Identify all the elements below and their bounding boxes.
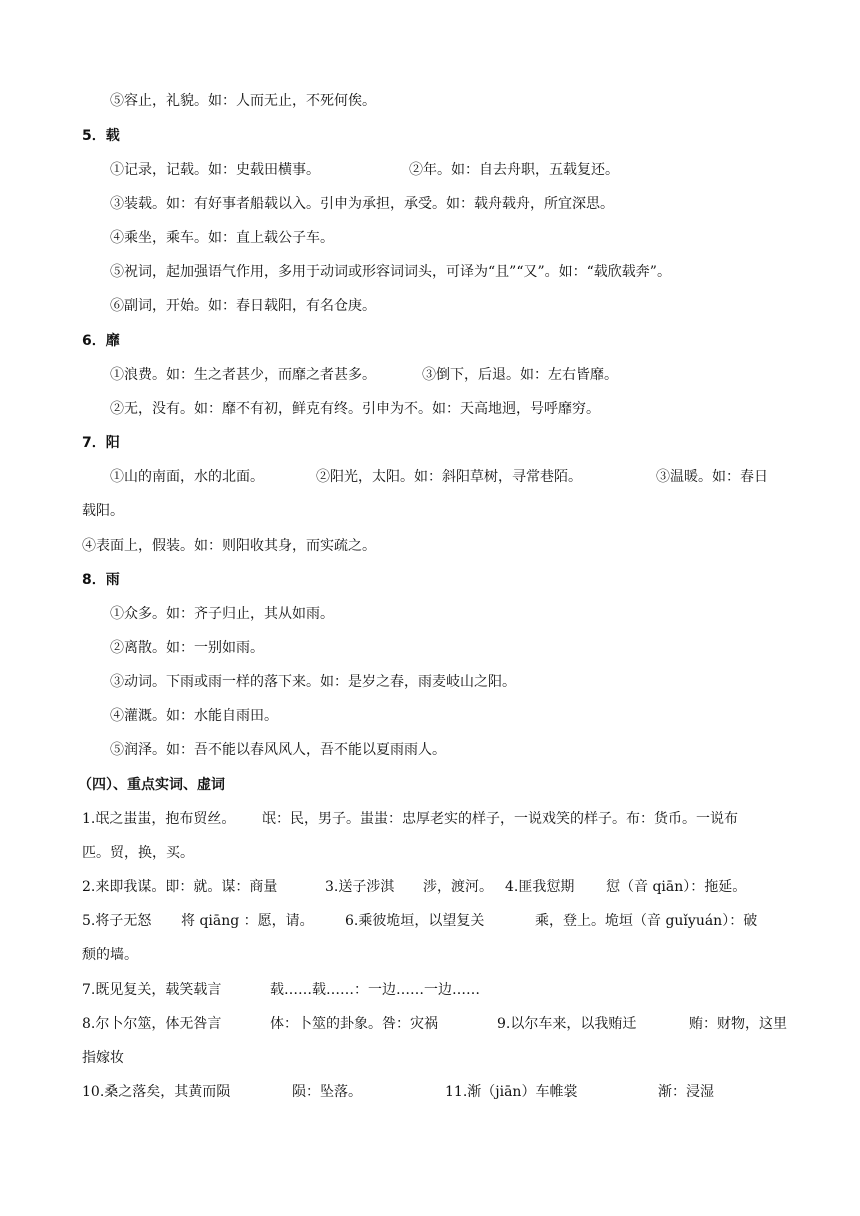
text-line: ③动词。下雨或雨一样的落下来。如：是岁之春，雨麦岐山之阳。 (110, 674, 516, 690)
text-line: ②阳光，太阳。如：斜阳草树，寻常巷陌。 (316, 469, 582, 485)
text-line: 乘，登上。垝垣（音 guǐyuán）：破 (535, 913, 758, 929)
text-line: ③温暖。如：春日 (656, 469, 768, 485)
text-line: 4.匪我愆期 (505, 879, 575, 895)
text-line: ⑤润泽。如：吾不能以春风风人，吾不能以夏雨雨人。 (110, 742, 446, 758)
section-heading: 7．阳 (82, 435, 120, 451)
text-line: ④乘坐，乘车。如：直上载公子车。 (110, 230, 334, 246)
text-line: ④灌溉。如：水能自雨田。 (110, 708, 278, 724)
text-line: ②年。如：自去舟职，五载复还。 (409, 162, 619, 178)
section-heading: 5．载 (82, 128, 120, 144)
text-line: ①浪费。如：生之者甚少，而靡之者甚多。 (110, 367, 376, 383)
text-line: 指嫁妆 (82, 1050, 124, 1066)
text-line: ④表面上，假装。如：则阳收其身，而实疏之。 (82, 538, 376, 554)
text-line: 2.来即我谋。即：就。谋：商量 (82, 879, 278, 895)
text-line: ①记录，记载。如：史载田横事。 (110, 162, 320, 178)
text-line: 9.以尔车来，以我贿迁 (497, 1016, 637, 1032)
text-line: 匹。贸，换，买。 (82, 845, 194, 861)
text-line: 载阳。 (82, 503, 124, 519)
text-line: ③倒下，后退。如：左右皆靡。 (422, 367, 618, 383)
text-line: 7.既见复关，载笑载言 (82, 982, 222, 998)
text-line: 8.尔卜尔筮，体无咎言 (82, 1016, 222, 1032)
text-line: 6.乘彼垝垣，以望复关 (345, 913, 485, 929)
text-line: 5.将子无怒 (82, 913, 152, 929)
text-line: ②无，没有。如：靡不有初，鲜克有终。引申为不。如：天高地迥，号呼靡穷。 (110, 401, 600, 417)
text-line: 渐：浸湿 (658, 1084, 714, 1100)
text-line: ⑤容止，礼貌。如：人而无止，不死何俟。 (110, 93, 376, 109)
text-line: 涉，渡河。 (423, 879, 493, 895)
text-line: 1.氓之蚩蚩，抱布贸丝。 (82, 811, 236, 827)
text-line: ③装载。如：有好事者船载以入。引申为承担，承受。如：载舟载舟，所宜深思。 (110, 196, 614, 212)
text-line: 体：卜筮的卦象。咎：灾祸 (270, 1016, 438, 1032)
text-line: 载……载……：一边……一边…… (270, 982, 480, 998)
text-line: ①山的南面，水的北面。 (110, 469, 264, 485)
text-line: 3.送子涉淇 (325, 879, 395, 895)
section-heading: 6．靡 (82, 333, 120, 349)
text-line: ⑥副词，开始。如：春日载阳，有名仓庚。 (110, 298, 376, 314)
text-line: 11.渐（jiān）车帷裳 (445, 1084, 578, 1100)
text-line: 10.桑之落矣，其黄而陨 (82, 1084, 231, 1100)
text-line: ②离散。如：一别如雨。 (110, 640, 264, 656)
section-heading: 8．雨 (82, 572, 120, 588)
text-line: 氓：民，男子。蚩蚩：忠厚老实的样子，一说戏笑的样子。布：货币。一说布 (262, 811, 738, 827)
text-line: 颓的墙。 (82, 947, 138, 963)
text-line: 愆（音 qiān）：拖延。 (606, 879, 747, 895)
text-line: 陨：坠落。 (292, 1084, 362, 1100)
section-heading: （四）、重点实词、虚词 (78, 777, 225, 793)
text-line: 将 qiāng ：愿，请。 (181, 913, 314, 929)
text-line: ①众多。如：齐子归止，其从如雨。 (110, 606, 334, 622)
text-line: ⑤祝词，起加强语气作用，多用于动词或形容词词头，可译为“且”“又”。如：“载欣载奔”。 (110, 264, 671, 280)
text-line: 贿：财物，这里 (689, 1016, 787, 1032)
